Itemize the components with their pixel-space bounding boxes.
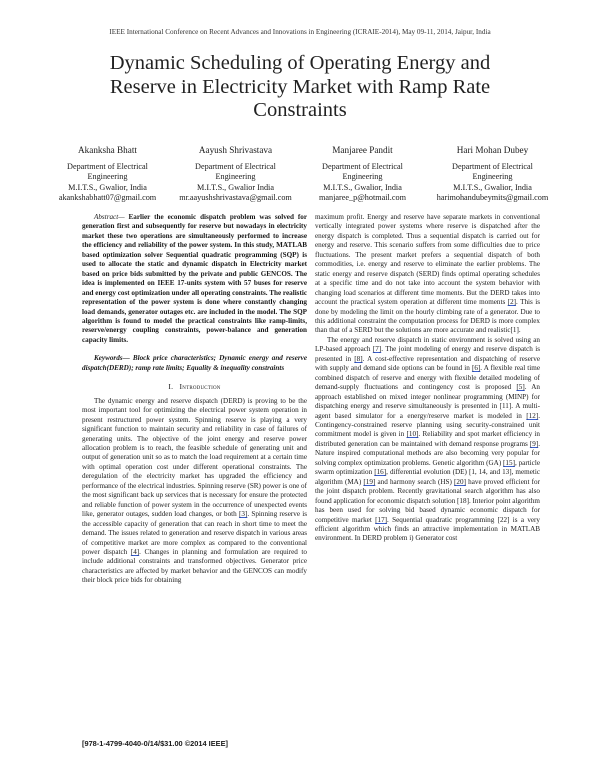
body-text: . Changes in planning and formulation are required to include additional constraints and transformed objectives. Generator price characteristics are affected by market behavior and the GENCOS can modify their block price bids for obtaining — [82, 547, 307, 585]
conference-header: IEEE International Conference on Recent Advances and Innovations in Engineering (ICRAIE-2014), May 09-11, 2014, Jaipur, India — [109, 28, 491, 36]
citation-link[interactable]: [6] — [471, 364, 481, 373]
author-affiliation: M.I.T.S., Gwalior, India — [68, 182, 147, 192]
author-dept: Department of Electrical — [452, 162, 533, 172]
section-title: Introduction — [179, 382, 221, 392]
author-dept: Engineering — [472, 172, 513, 182]
citation-link[interactable]: [20] — [454, 477, 466, 486]
author-name: Aayush Shrivastava — [198, 145, 273, 155]
citation-link[interactable]: [19] — [363, 477, 376, 486]
intro-paragraph — [82, 397, 307, 586]
author-email[interactable]: harimohandubeymits@gmail.com — [436, 192, 549, 202]
citation-link[interactable]: [9] — [529, 439, 539, 448]
left-column — [82, 213, 307, 586]
citation-link[interactable]: [12] — [526, 411, 539, 420]
body-text: The dynamic energy and reserve dispatch (DERD) is proving to be the most important tool for optimizing the electrical power system operation in present restructured power system. Spinning reserve is playing a very significant function to maintain security and reliability in case of failures of generating units. The objective of the joint energy and reserve power allocation problem is to reach, the feasible schedule of generating unit and output of generation unit so as to match the load requirement at a certain time with optimal operation cost under different operational constraints. The deregulation of the electricity market has upgraded the efficiency and performance of the electrical industries. Spinning reserve (SR) power is one of the most significant back up services that is necessary for ensure the protected and reliable function of power system in the occurrence of unexpected events like, generator outages, sudden load changes, or both — [82, 396, 307, 519]
copyright-footer: [978-1-4799-4040-0/14/$31.00 ©2014 IEEE] — [82, 739, 228, 748]
author-email[interactable]: akankshabhatt07@gmail.com — [58, 192, 157, 202]
body-text: . Contingency-constrained reserve planning using security-constrained unit commitment model is given in — [315, 411, 540, 439]
author-name: Hari Mohan Dubey — [456, 145, 529, 155]
citation-link[interactable]: [15] — [503, 458, 515, 467]
abstract-text: Earlier the economic dispatch problem was solved for generation first and subsequently for reserve but nowadays in electricity market these two operations are simultaneously performed to increase the efficiency and reliability of the power system. In this study, MATLAB based optimization solver Sequential quadratic programming (SQP) is used to allocate the static and dynamic dispatch in Electricity market based on price bids submitted by the private and public GENCOS. The idea is implemented on IEEE 17-units system with 57 buses for reserve and energy cost optimization under all operating constraints. The realistic representation of the power system is done where constantly changing load demands, generator outages etc. are included in the model. The SQP algorithm is found to model the practical constraints like ramp-limits, reserve/energy coupling constraints, power-balance and generation capacity limits. — [82, 213, 307, 344]
author-affiliation: M.I.T.S., Gwalior India — [197, 182, 274, 192]
title-line: Dynamic Scheduling of Operating Energy and — [109, 52, 491, 74]
author-dept: Engineering — [87, 172, 128, 182]
author-card — [295, 145, 430, 203]
body-text: . A cost-effective representation and dispatching of reserve with supply and demand side options can be found in — [315, 354, 541, 373]
citation-link[interactable]: [10] — [406, 430, 419, 439]
citation-link[interactable]: [16] — [374, 468, 387, 477]
abstract-label: Abstract— — [94, 213, 125, 221]
body-text: , differential evolution (DE) [1, 14, and 13], memetic algorithm (MA) — [315, 468, 540, 486]
citation-link[interactable]: [8] — [354, 354, 363, 363]
title-line: Constraints — [253, 99, 347, 121]
title-line: Reserve in Electricity Market with Ramp Rate — [109, 75, 491, 98]
section-number: I. — [168, 382, 174, 392]
body-text: have proved efficient for the joint dispatch problem. Recently gravitational search algorithm has also found application for economic dispatch solution [18]. Interior point algorithm has been used for solving bid based dynamic economic dispatch for competitive market — [315, 477, 540, 524]
author-dept: Department of Electrical — [67, 162, 148, 172]
author-card — [168, 145, 303, 203]
author-affiliation: M.I.T.S., Gwalior, India — [323, 182, 402, 192]
keywords-label: Keywords— — [94, 354, 130, 363]
body-text: , particle swarm optimization — [315, 458, 540, 477]
citation-link[interactable]: [2] — [507, 298, 517, 307]
citation-link[interactable]: [17] — [375, 515, 388, 524]
keywords-text: Block price characteristics; Dynamic energy and reserve dispatch(DERD); ramp rate limits; Equality & inequality constraints — [82, 354, 307, 372]
author-dept: Engineering — [342, 172, 383, 182]
body-text: . The joint modeling of energy and reserve dispatch is presented in — [315, 345, 540, 363]
body-text: . A flexible real time combined dispatch of reserve and energy with flexible detailed modeling of demand-supply fluctuations and contingency cost is proposed — [315, 364, 540, 392]
body-text: maximum profit. Energy and reserve have separate markets in conventional vertically integrated power systems where reserve is dispatched after the energy dispatch is completed. Thus a sequential dispatch is carried out for energy and reserve. This scenario suffers from some difficulties due to price fluctuations. The present market prefers a sequential dispatch of both commodities, i.e. energy and reserve to eliminate the earlier problems. The static energy and reserve dispatch (SERD) finds optimal operating schedules at a specific time and do not take into account the system behavior with changing load scenarios at different time moments. But the DERD takes into account the practical system operation at different time moments — [315, 213, 540, 307]
author-name: Manjaree Pandit — [332, 145, 393, 155]
author-dept: Department of Electrical — [195, 162, 276, 172]
author-dept: Engineering — [215, 172, 256, 182]
author-email[interactable]: mr.aayushshrivastava@gmail.com — [179, 192, 292, 202]
body-text: . An approach established on mixed integer nonlinear programming (MINP) for dispatching energy and reserve simultaneously is presented in [11]. A multi-agent based simulator for a energy/reserve market is modeled in — [315, 383, 540, 420]
body-text: . Nature inspired computational methods are also becoming very popular for solving complex optimization problems. Genetic algorithm (GA) — [315, 439, 540, 467]
abstract — [82, 213, 307, 345]
author-card — [40, 145, 175, 203]
citation-link[interactable]: [5] — [516, 383, 525, 392]
body-text: . Spinning reserve is the accessible capacity of generation that can reach in short time to meet the demand. The issues related to generation and reserve dispatch in various areas of competitive market are more complex as compared to the conventional power dispatch — [82, 510, 308, 556]
author-affiliation: M.I.T.S., Gwalior, India — [453, 182, 532, 192]
body-text: . Reliability and spot market efficiency in distributed generation can be maintained with demand response programs — [315, 430, 540, 448]
body-paragraph — [315, 336, 540, 544]
author-card — [425, 145, 560, 203]
body-text: The energy and reserve dispatch in static environment is solved using an LP-based approach — [315, 335, 540, 354]
author-block — [40, 145, 560, 205]
right-column — [315, 213, 540, 544]
citation-link[interactable]: [3] — [238, 510, 248, 519]
keywords — [82, 354, 307, 373]
author-name: Akanksha Bhatt — [78, 145, 137, 155]
body-paragraph — [315, 213, 540, 336]
paper-title — [40, 52, 560, 123]
author-dept: Department of Electrical — [322, 162, 403, 172]
author-email[interactable]: manjaree_p@hotmail.com — [319, 192, 406, 202]
body-text: . Sequential quadratic programming [22] is a very efficient algorithm which finds an attractive implementation in MATLAB environment. In DERD problem i) Generator cost — [315, 515, 541, 543]
section-heading — [82, 382, 307, 391]
citation-link[interactable]: [4] — [130, 547, 140, 556]
body-text: and harmony search (HS) — [375, 477, 455, 486]
citation-link[interactable]: [7] — [372, 345, 382, 354]
body-text: . This is done by modeling the limit on the hourly climbing rate of a generator. Due to this additional constraint the computation process for DERD is more complex than that of a SERD but the solutions are more accurate and realistic[1]. — [315, 298, 540, 335]
